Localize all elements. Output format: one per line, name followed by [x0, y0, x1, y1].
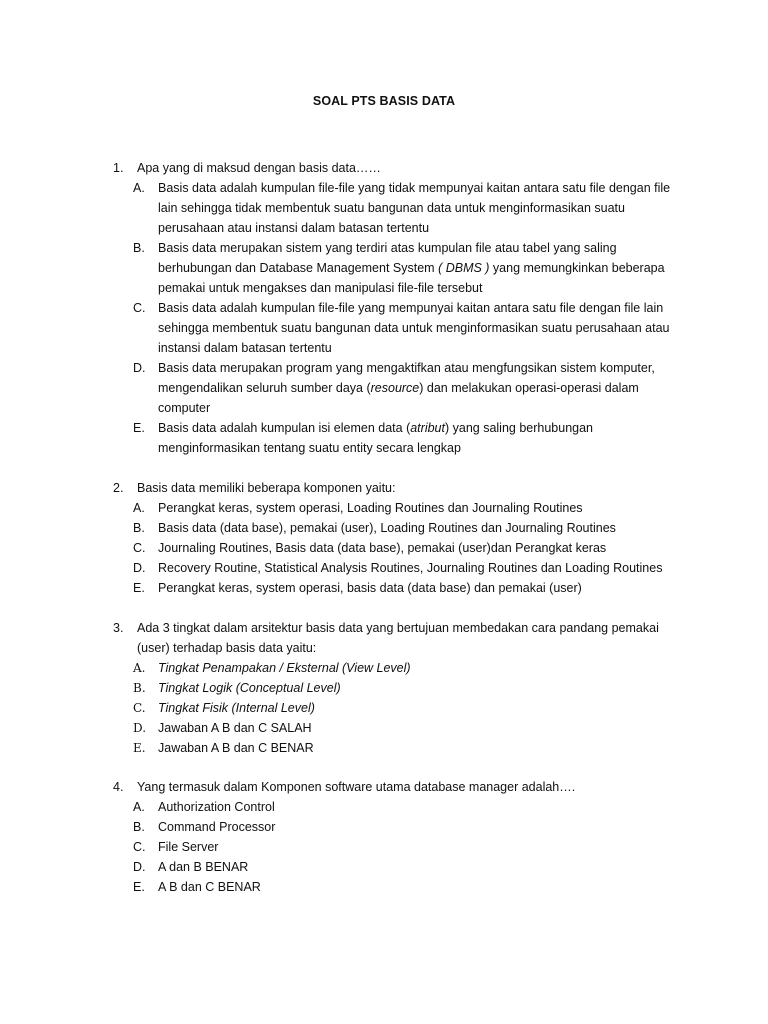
option-text-italic: resource: [370, 381, 420, 395]
option-e: [133, 418, 688, 458]
option-list: [133, 797, 688, 897]
option-text: [158, 418, 688, 458]
option-letter: A.: [133, 800, 145, 814]
question-number: 2.: [113, 481, 124, 495]
option-text: A dan B BENAR: [158, 860, 249, 874]
question-text: Apa yang di maksud dengan basis data……: [137, 161, 381, 175]
option-c: [133, 698, 688, 718]
option-letter: B.: [133, 521, 145, 535]
question-1: [113, 158, 688, 458]
option-letter: C.: [133, 701, 146, 715]
option-text-part: yang memungkinkan beberapa pemakai untuk mengakses dan manipulasi file-file tersebut: [158, 261, 665, 295]
option-text-part: Basis data merupakan sistem yang terdiri atas kumpulan file atau tabel yang saling berhubungan dan Database Management System: [158, 241, 617, 275]
option-b: [133, 518, 688, 538]
option-text-part: Basis data adalah kumpulan isi elemen data (: [158, 421, 411, 435]
option-c: [133, 538, 688, 558]
option-text: Basis data adalah kumpulan file-file yang mempunyai kaitan antara satu file dengan file lain sehingga membentuk suatu bangunan data untuk menginformasikan suatu perusahaan atau instansi dalam batasan tertentu: [158, 301, 670, 355]
option-text: Tingkat Fisik (Internal Level): [158, 701, 315, 715]
option-letter: C.: [133, 541, 146, 555]
option-text: Journaling Routines, Basis data (data base), pemakai (user)dan Perangkat keras: [158, 541, 607, 555]
option-b: [133, 238, 688, 298]
option-text: Basis data (data base), pemakai (user), Loading Routines dan Journaling Routines: [158, 521, 616, 535]
option-text: [158, 238, 688, 298]
question-number: 4.: [113, 780, 124, 794]
option-a: [133, 658, 688, 678]
option-text-italic: ( DBMS ): [438, 261, 490, 275]
option-list: [133, 178, 688, 458]
option-letter: A.: [133, 181, 145, 195]
option-b: [133, 817, 688, 837]
option-text: Tingkat Logik (Conceptual Level): [158, 681, 341, 695]
option-letter: B.: [133, 681, 146, 695]
option-letter: D.: [133, 721, 147, 735]
question-4: [113, 777, 688, 897]
question-2: [113, 478, 688, 598]
option-d: [133, 857, 688, 877]
option-letter: E.: [133, 880, 145, 894]
question-stem: [113, 777, 688, 797]
option-letter: C.: [133, 301, 146, 315]
option-text: Authorization Control: [158, 800, 275, 814]
option-text: Recovery Routine, Statistical Analysis Routines, Journaling Routines dan Loading Routines: [158, 561, 663, 575]
option-text: [158, 358, 688, 418]
option-text: Command Processor: [158, 820, 276, 834]
option-text: A B dan C BENAR: [158, 880, 261, 894]
option-a: [133, 178, 688, 238]
option-letter: D.: [133, 561, 146, 575]
option-e: [133, 877, 688, 897]
option-letter: E.: [133, 741, 146, 755]
option-text: Jawaban A B dan C SALAH: [158, 721, 312, 735]
option-text-part: ) yang saling berhubungan menginformasikan tentang suatu entity secara lengkap: [158, 421, 594, 455]
option-text: File Server: [158, 840, 219, 854]
page-title: SOAL PTS BASIS DATA: [312, 94, 456, 108]
option-text-italic: atribut: [410, 421, 445, 435]
option-letter: C.: [133, 840, 146, 854]
option-list: [133, 498, 688, 598]
question-3: [113, 618, 688, 758]
option-d: [133, 358, 688, 418]
option-list: [133, 658, 688, 758]
option-letter: B.: [133, 241, 145, 255]
question-stem: [113, 158, 688, 178]
option-d: [133, 558, 688, 578]
option-text: Perangkat keras, system operasi, basis data (data base) dan pemakai (user): [158, 581, 582, 595]
option-d: [133, 718, 688, 738]
question-stem: [113, 618, 688, 658]
option-letter: D.: [133, 361, 146, 375]
option-text: Basis data adalah kumpulan file-file yang tidak mempunyai kaitan antara satu file dengan file lain sehingga tidak membentuk suatu bangunan data untuk menginformasikan suatu perusahaan atau instansi dalam batasan tertentu: [158, 181, 671, 235]
option-a: [133, 797, 688, 817]
question-number: 3.: [113, 621, 124, 635]
option-text-part: Basis data merupakan program yang mengaktifkan atau mengfungsikan sistem komputer, mengendalikan seluruh sumber daya (: [158, 361, 655, 395]
option-letter: E.: [133, 581, 145, 595]
option-letter: D.: [133, 860, 146, 874]
option-letter: B.: [133, 820, 145, 834]
option-text: Tingkat Penampakan / Eksternal (View Level): [158, 661, 411, 675]
option-text-part: ) dan melakukan operasi-operasi dalam computer: [158, 381, 639, 415]
question-number: 1.: [113, 161, 124, 175]
option-e: [133, 578, 688, 598]
option-letter: A.: [133, 661, 146, 675]
option-e: [133, 738, 688, 758]
option-c: [133, 837, 688, 857]
option-letter: E.: [133, 421, 145, 435]
option-c: [133, 298, 688, 358]
question-text: Yang termasuk dalam Komponen software utama database manager adalah….: [137, 780, 576, 794]
option-a: [133, 498, 688, 518]
option-text: Jawaban A B dan C BENAR: [158, 741, 314, 755]
question-text: Basis data memiliki beberapa komponen yaitu:: [137, 481, 396, 495]
question-stem: [113, 478, 688, 498]
option-text: Perangkat keras, system operasi, Loading Routines dan Journaling Routines: [158, 501, 583, 515]
option-b: [133, 678, 688, 698]
question-text: Ada 3 tingkat dalam arsitektur basis data yang bertujuan membedakan cara pandang pemakai (user) terhadap basis data yaitu:: [137, 621, 659, 655]
option-letter: A.: [133, 501, 145, 515]
